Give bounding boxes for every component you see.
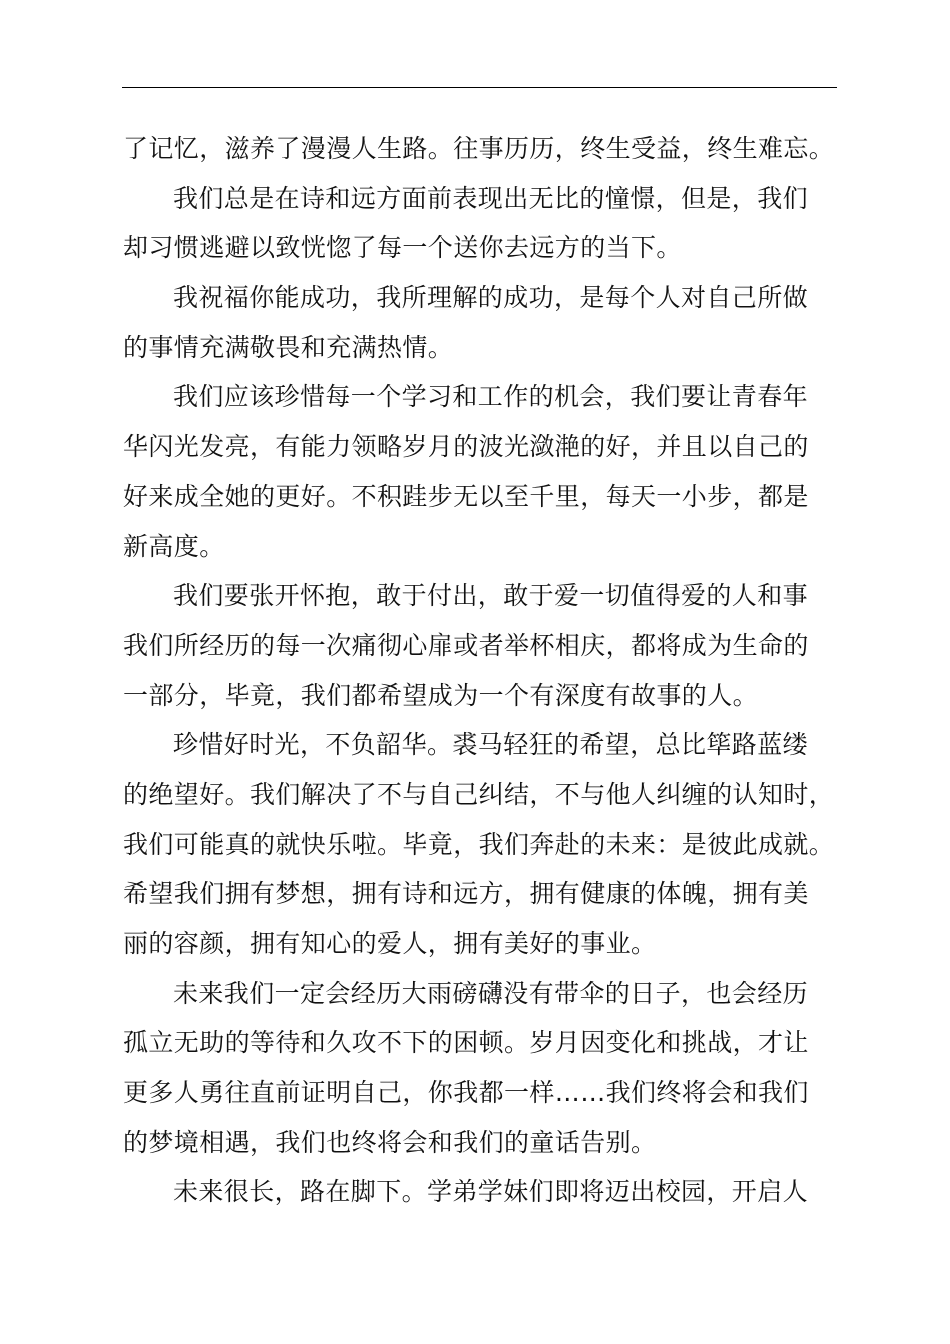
- paragraph-start-line: 珍惜好时光，不负韶华。裘马轻狂的希望，总比筚路蓝缕: [173, 730, 809, 759]
- paragraph-start-line: 我们要张开怀抱，敢于付出，敢于爱一切值得爱的人和事: [173, 581, 809, 610]
- text-line: 我们可能真的就快乐啦。毕竟，我们奔赴的未来：是彼此成就。: [123, 830, 835, 859]
- text-line: 孤立无助的等待和久攻不下的困顿。岁月因变化和挑战，才让: [123, 1028, 809, 1057]
- text-line: 丽的容颜，拥有知心的爱人，拥有美好的事业。: [123, 929, 657, 958]
- text-line: 一部分，毕竟，我们都希望成为一个有深度有故事的人。: [123, 681, 759, 710]
- text-line: 的绝望好。我们解决了不与自己纠结，不与他人纠缠的认知时，: [123, 780, 835, 809]
- text-line: 华闪光发亮，有能力领略岁月的波光潋滟的好，并且以自己的: [123, 432, 809, 461]
- text-line: 我们所经历的每一次痛彻心扉或者举杯相庆，都将成为生命的: [123, 631, 809, 660]
- paragraph-start-line: 我祝福你能成功，我所理解的成功，是每个人对自己所做: [173, 283, 809, 312]
- text-line: 更多人勇往直前证明自己，你我都一样……我们终将会和我们: [123, 1078, 809, 1107]
- text-line: 的事情充满敬畏和充满热情。: [123, 333, 454, 362]
- text-line: 好来成全她的更好。不积跬步无以至千里，每天一小步，都是: [123, 482, 809, 511]
- text-line: 却习惯逃避以致恍惚了每一个送你去远方的当下。: [123, 233, 682, 262]
- paragraph-start-line: 未来我们一定会经历大雨磅礴没有带伞的日子，也会经历: [173, 979, 809, 1008]
- text-line: 了记忆，滋养了漫漫人生路。往事历历，终生受益，终生难忘。: [123, 134, 835, 163]
- paragraph-start-line: 未来很长，路在脚下。学弟学妹们即将迈出校园，开启人: [173, 1177, 809, 1206]
- text-line: 新高度。: [123, 532, 225, 561]
- paragraph-start-line: 我们总是在诗和远方面前表现出无比的憧憬，但是，我们: [173, 184, 809, 213]
- text-line: 希望我们拥有梦想，拥有诗和远方，拥有健康的体魄，拥有美: [123, 879, 809, 908]
- text-line: 的梦境相遇，我们也终将会和我们的童话告别。: [123, 1128, 657, 1157]
- paragraph-start-line: 我们应该珍惜每一个学习和工作的机会，我们要让青春年: [173, 382, 809, 411]
